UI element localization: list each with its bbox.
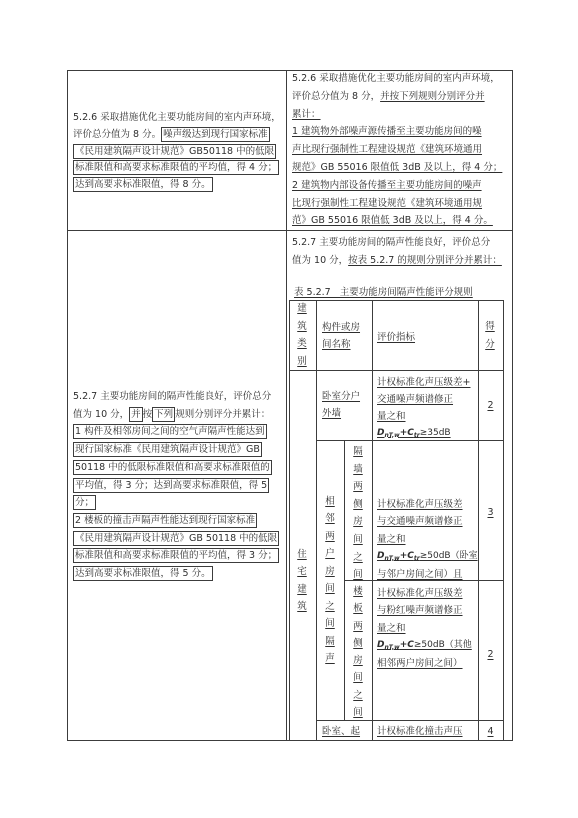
text-line [292,88,502,106]
text-line: 量之和 [377,533,406,545]
row-score: 4 [487,725,494,737]
text-line: 交通噪声频谱修正 [377,393,454,405]
deleted-text: 1 构件及相邻房间之间的空气声隔声性能达到 [75,426,265,438]
formula-term: +C [399,640,414,650]
deleted-text: 平均值，得 3 分；达到高要求标准限值，得 5 [75,479,268,491]
clause-text: 值为 10 分， [292,254,349,266]
formula-line [377,425,470,442]
table-border [67,740,513,741]
text-line: 卧室分户 [322,390,361,402]
score-table-border [289,300,503,301]
header-component [322,319,360,353]
inserted-text: 声比现行强制性工程建设规范《建筑环境通用 [292,144,483,156]
text-line: 相邻两户房间之间） [377,657,463,669]
deleted-text: 《民用建筑隔声设计规范》GB50118 中的低限 [75,145,275,157]
text-line [73,160,281,177]
text-line [73,144,281,161]
deleted-text: 达到高要求标准限值，得 8 分。 [75,179,211,191]
clause-5-2-7-revised [292,234,502,269]
deleted-text: 噪声级达到现行国家标准 [163,128,268,140]
row-indicator: 计权标准化撞击声压 [377,725,463,737]
text-line [292,234,502,252]
deleted-text: 标准限值和高要求标准限值的平均值，得 4 分； [75,162,278,174]
row-component: 隔墙两侧房间之间 [353,446,363,581]
formula-symbol: D [377,640,385,650]
deleted-text: 现行国家标准《民用建筑隔声设计规范》GB [75,444,260,456]
deleted-text: 2 楼板的撞击声隔声性能达到现行国家标准 [75,514,256,526]
header-category: 建筑类别 [297,303,307,367]
row-score: 3 [487,506,494,518]
score-table-row-divider [316,720,503,721]
deleted-text: 标准限值和高要求标准限值的平均值，得 3 分； [75,550,278,562]
row-indicator [377,496,478,584]
formula-symbol: D [377,551,385,561]
clause-text: 评价总分值为 8 分， [292,90,381,102]
formula-term: +C [399,427,414,438]
formula-line [377,548,478,566]
formula-line [377,637,472,655]
score-table-header-divider [289,370,503,371]
formula-subscript: tr [413,431,420,439]
text-line [73,494,279,512]
row-score: 2 [487,399,494,411]
formula-term: +C [399,551,414,561]
clause-text: 5.2.6 采取措施优化主要功能房间的室内声环境， [73,112,281,123]
text-line: 构件或房 [322,321,361,333]
text-line: 与粉红噪声频谱修正 [377,605,463,616]
row-component: 卧室、起 [322,725,361,737]
clause-5-2-6-original [73,110,281,194]
text-line [73,388,279,406]
clause-text: 按 [142,408,153,420]
clause-text: 5.2.7 主要功能房间的隔声性能良好，评价总分 [73,391,272,402]
text-line [292,123,502,141]
row-indicator [377,585,472,673]
deleted-text: 达到高要求标准限值，得 5 分。 [75,568,211,580]
clause-text: 5.2.6 采取措施优化主要功能房间的室内声环境， [292,73,500,84]
formula-subscript: nT,w [384,644,400,651]
score-table-column-divider [372,300,373,740]
text-line: 与邻户房间之间）且 [377,568,463,580]
formula-condition: ≥50dB（卧室 [419,551,478,561]
table-column-divider [286,70,287,740]
table-border [67,70,68,740]
text-line [292,195,502,213]
text-line [73,110,281,127]
text-line [73,406,279,424]
row-component [322,388,360,422]
formula-condition: ≥35dB [419,427,451,438]
deleted-text: 50118 中的低限标准限值和高要求标准限值的 [75,461,270,473]
text-line [73,177,281,194]
text-line [292,70,502,88]
inserted-text: 范》GB 55016 限值低 3dB 及以上，得 4 分。 [292,215,493,227]
deleted-text: 分； [75,497,95,509]
clause-text: 规则分别评分并累计： [175,408,271,420]
formula-subscript: tr [413,555,420,562]
formula-subscript: nT,w [384,431,400,439]
header-indicator: 评价指标 [377,331,416,343]
inserted-text: 并按下列规则分别评分并 [380,90,485,102]
header-score: 得分 [485,321,495,350]
inserted-text: 按表 5.2.7 的规则分别评分并累计： [348,254,502,266]
text-line [73,127,281,144]
text-line [73,477,279,495]
score-table-border [503,300,504,740]
score-table-subcolumn-divider [344,440,345,720]
text-line [292,212,502,230]
text-line [73,512,279,530]
formula-subscript: nT,w [384,555,400,562]
row-indicator [377,374,470,442]
text-line [292,106,502,124]
text-line: 间名称 [322,338,351,350]
text-line: 计权标准化声压级差+ [377,376,471,388]
text-line: 量之和 [377,622,406,634]
deleted-text: 并 [131,408,141,420]
deleted-text: 下列 [154,408,174,420]
text-line [292,141,502,159]
text-line [292,177,502,195]
building-category: 住宅建筑 [297,548,307,612]
clause-5-2-7-original [73,388,279,583]
text-line [292,159,502,177]
inserted-text: 2 建筑物内部设备传播至主要功能房间的噪声 [292,179,482,191]
deleted-text: 《民用建筑隔声设计规范》GB 50118 中的低限 [75,532,278,544]
clause-5-2-6-revised [292,70,502,230]
inserted-text: 累计： [292,108,321,120]
text-line [73,441,279,459]
text-line [73,565,279,583]
text-line [292,252,502,270]
text-line [73,530,279,548]
row-component: 楼板两侧房间之间 [353,586,363,719]
text-line [73,423,279,441]
text-line: 计权标准化声压级差 [377,498,463,510]
score-table-column-divider [316,300,317,740]
clause-text: 评价总分值为 8 分。 [73,128,162,140]
clause-text: 值为 10 分， [73,408,130,420]
text-line [73,459,279,477]
row-score: 2 [487,648,494,660]
text-line: 与交通噪声频谱修正 [377,516,463,527]
inserted-text: 1 建筑物外部噪声源传播至主要功能房间的噪 [292,126,482,138]
clause-text: 5.2.7 主要功能房间的隔声性能良好，评价总分 [292,237,491,248]
inserted-text: 规范》GB 55016 限值低 3dB 及以上，得 4 分； [292,161,503,173]
text-line: 计权标准化声压级差 [377,587,463,599]
formula-condition: ≥50dB（其他 [413,640,472,650]
score-table-border [289,300,290,740]
text-line: 量之和 [377,410,406,422]
text-line: 外墙 [322,407,342,419]
inserted-text: 比现行强制性工程建设规范《建筑环境通用规 [292,197,483,209]
table-border [512,70,513,741]
row-group-label: 相邻两户房间之间隔声 [325,495,335,664]
formula-symbol: D [377,427,385,438]
table-caption: 表 5.2.7 主要功能房间隔声性能评分规则 [294,286,473,298]
text-line [73,547,279,565]
